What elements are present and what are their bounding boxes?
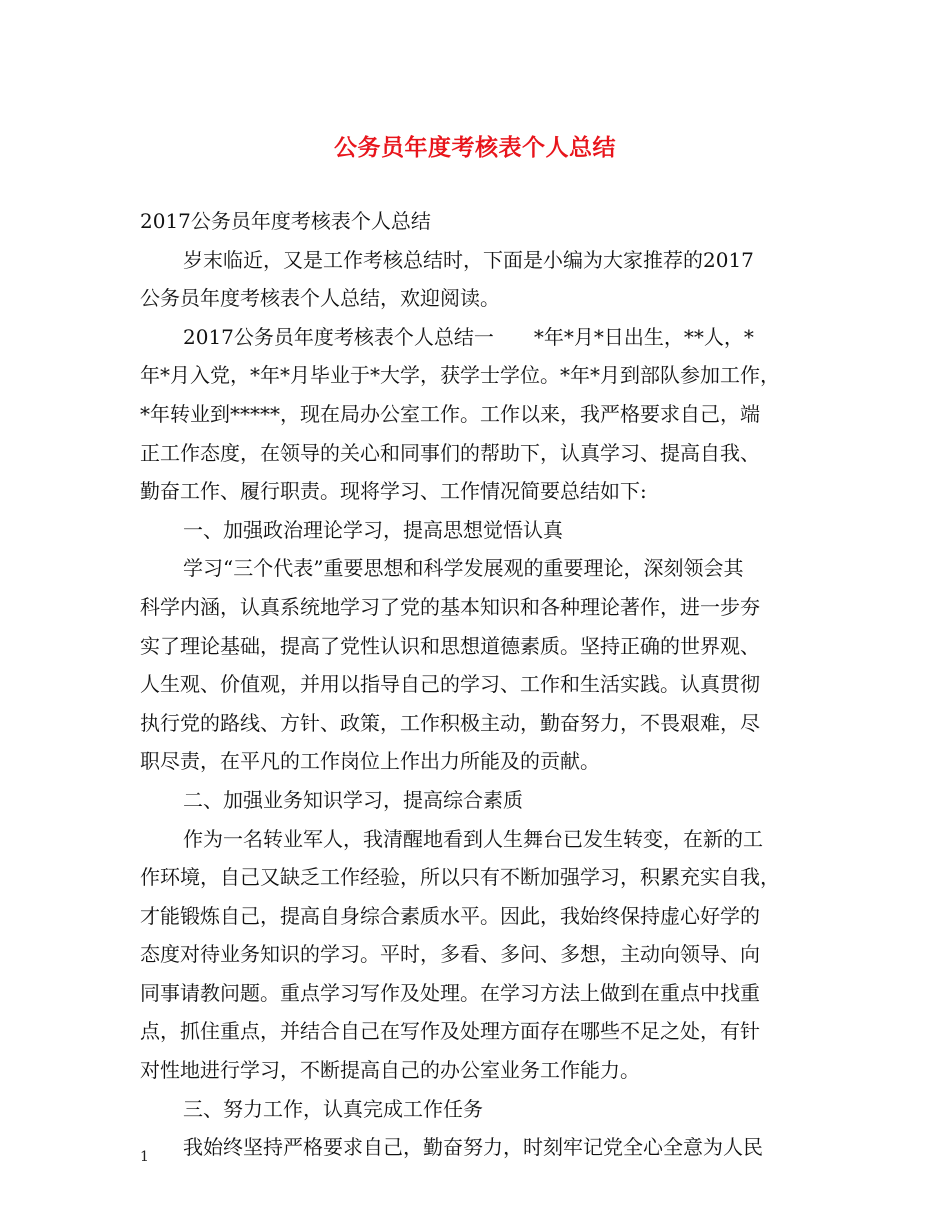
body-line: 学习“三个代表”重要思想和科学发展观的重要理论，深刻领会其 bbox=[183, 556, 744, 581]
body-line: 职尽责，在平凡的工作岗位上作出力所能及的贡献。 bbox=[140, 749, 600, 774]
body-line: 人生观、价值观，并用以指导自己的学习、工作和生活实践。认真贯彻 bbox=[140, 672, 760, 697]
page-number: 1 bbox=[140, 1149, 149, 1165]
body-line: 勤奋工作、履行职责。现将学习、工作情况简要总结如下: bbox=[140, 479, 647, 504]
body-line: 才能锻炼自己，提高自身综合素质水平。因此，我始终保持虚心好学的 bbox=[140, 903, 760, 928]
body-line: 年*月入党，*年*月毕业于*大学，获学士学位。*年*月到部队参加工作， bbox=[140, 363, 780, 388]
body-line: 执行党的路线、方针、政策，工作积极主动，勤奋努力，不畏艰难，尽 bbox=[140, 710, 760, 735]
body-line: 我始终坚持严格要求自己，勤奋努力，时刻牢记党全心全意为人民 bbox=[183, 1135, 763, 1160]
body-line: 公务员年度考核表个人总结，欢迎阅读。 bbox=[140, 286, 500, 311]
body-line: 三、努力工作，认真完成工作任务 bbox=[183, 1096, 483, 1121]
body-line: 实了理论基础，提高了党性认识和思想道德素质。坚持正确的世界观、 bbox=[140, 633, 760, 658]
body-line: 态度对待业务知识的学习。平时，多看、多问、多想，主动向领导、向 bbox=[140, 942, 760, 967]
body-line: 同事请教问题。重点学习写作及处理。在学习方法上做到在重点中找重 bbox=[140, 980, 760, 1005]
body-line: 点，抓住重点，并结合自己在写作及处理方面存在哪些不足之处，有针 bbox=[140, 1019, 760, 1044]
body-line: 作环境，自己又缺乏工作经验，所以只有不断加强学习，积累充实自我， bbox=[140, 865, 780, 890]
document-body bbox=[140, 202, 810, 1167]
body-line: 科学内涵，认真系统地学习了党的基本知识和各种理论著作，进一步夯 bbox=[140, 594, 760, 619]
document-title: 公务员年度考核表个人总结 bbox=[334, 134, 616, 161]
body-line: 2017公务员年度考核表个人总结一 *年*月*日出生，**人，* bbox=[183, 324, 754, 349]
body-line: *年转业到*****，现在局办公室工作。工作以来，我严格要求自己，端 bbox=[140, 401, 760, 426]
body-line: 2017公务员年度考核表个人总结 bbox=[140, 209, 431, 233]
body-line: 岁末临近，又是工作考核总结时，下面是小编为大家推荐的2017 bbox=[183, 247, 754, 272]
body-line: 作为一名转业军人，我清醒地看到人生舞台已发生转变，在新的工 bbox=[183, 826, 763, 851]
body-line: 一、加强政治理论学习，提高思想觉悟认真 bbox=[183, 517, 563, 542]
body-line: 对性地进行学习，不断提高自己的办公室业务工作能力。 bbox=[140, 1058, 640, 1083]
body-line: 正工作态度，在领导的关心和同事们的帮助下，认真学习、提高自我、 bbox=[140, 440, 760, 465]
body-line: 二、加强业务知识学习，提高综合素质 bbox=[183, 787, 523, 812]
